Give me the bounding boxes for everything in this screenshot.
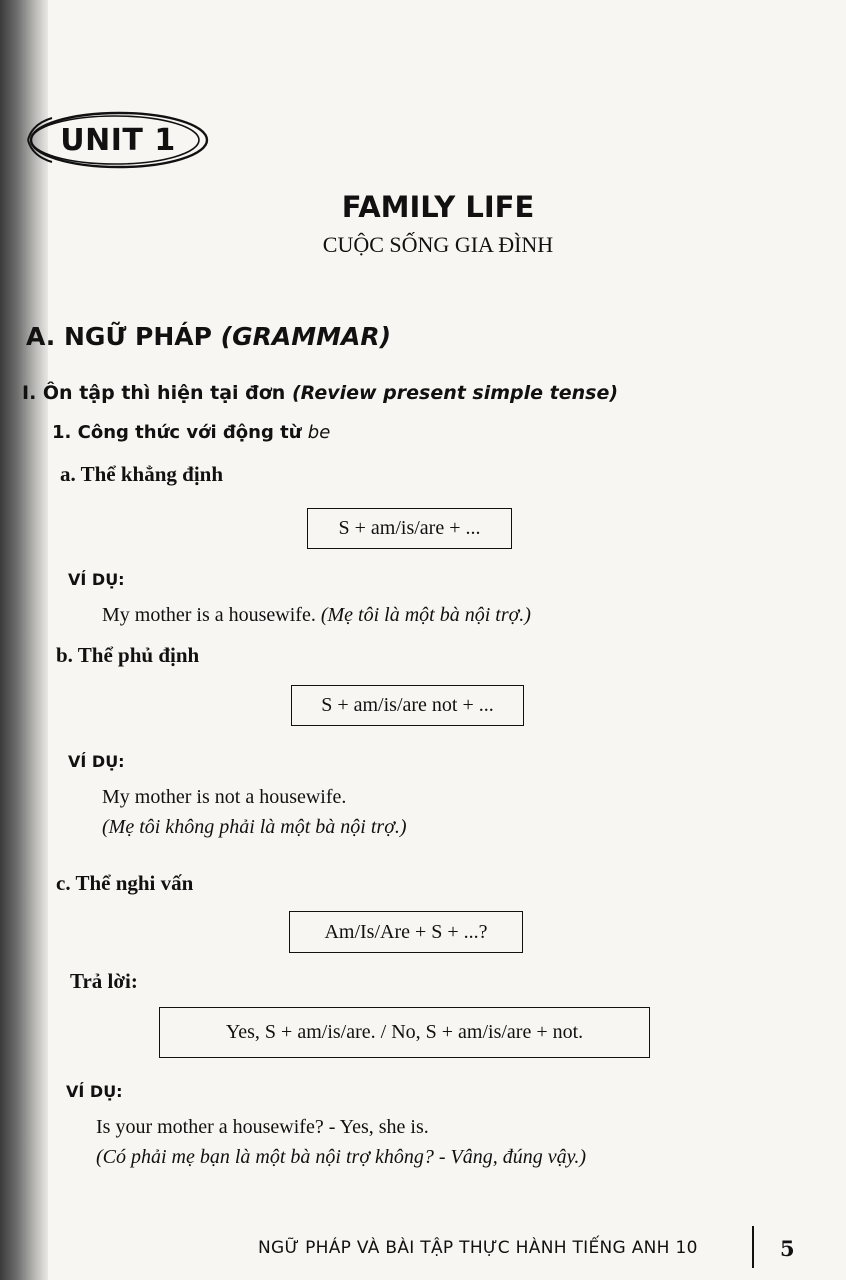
page-title: FAMILY LIFE bbox=[341, 190, 535, 224]
unit-badge bbox=[22, 108, 214, 172]
section-1-heading: I. Ôn tập thì hiện tại đơn (Review present simple tense) bbox=[22, 382, 619, 404]
part-c-answer-box: Yes, S + am/is/are. / No, S + am/is/are + not. bbox=[159, 1007, 650, 1058]
part-c-answer-label: Trả lời: bbox=[70, 969, 138, 993]
part-c-heading: c. Thể nghi vấn bbox=[56, 871, 194, 895]
part-c-example-en: Is your mother a housewife? - Yes, she is. bbox=[96, 1116, 429, 1138]
part-a-example: My mother is a housewife. (Mẹ tôi là một bà nội trợ.) bbox=[102, 604, 531, 626]
part-b-example-vi: (Mẹ tôi không phải là một bà nội trợ.) bbox=[102, 816, 407, 838]
section-a-heading: A. NGỮ PHÁP (GRAMMAR) bbox=[26, 322, 391, 351]
footer-divider bbox=[752, 1226, 754, 1268]
page-subtitle: CUỘC SỐNG GIA ĐÌNH bbox=[322, 232, 554, 257]
part-a-formula-box: S + am/is/are + ... bbox=[307, 508, 512, 549]
part-c-example-vi: (Có phải mẹ bạn là một bà nội trợ không? - Vâng, đúng vậy.) bbox=[96, 1146, 587, 1168]
part-c-example-label: VÍ DỤ: bbox=[66, 1082, 123, 1101]
part-a-example-label: VÍ DỤ: bbox=[68, 570, 125, 589]
part-a-heading: a. Thể khẳng định bbox=[60, 462, 224, 486]
part-b-example-label: VÍ DỤ: bbox=[68, 752, 125, 771]
part-c-formula-box: Am/Is/Are + S + ...? bbox=[289, 911, 523, 953]
part-b-formula-box: S + am/is/are not + ... bbox=[291, 685, 524, 726]
footer-book-title: NGỮ PHÁP VÀ BÀI TẬP THỰC HÀNH TIẾNG ANH 10 bbox=[258, 1238, 698, 1258]
subsection-1-heading: 1. Công thức với động từ be bbox=[52, 422, 331, 443]
part-b-heading: b. Thể phủ định bbox=[56, 643, 200, 667]
page-number: 5 bbox=[780, 1236, 795, 1261]
part-b-example-en: My mother is not a housewife. bbox=[102, 786, 347, 808]
unit-label: UNIT 1 bbox=[60, 122, 176, 158]
